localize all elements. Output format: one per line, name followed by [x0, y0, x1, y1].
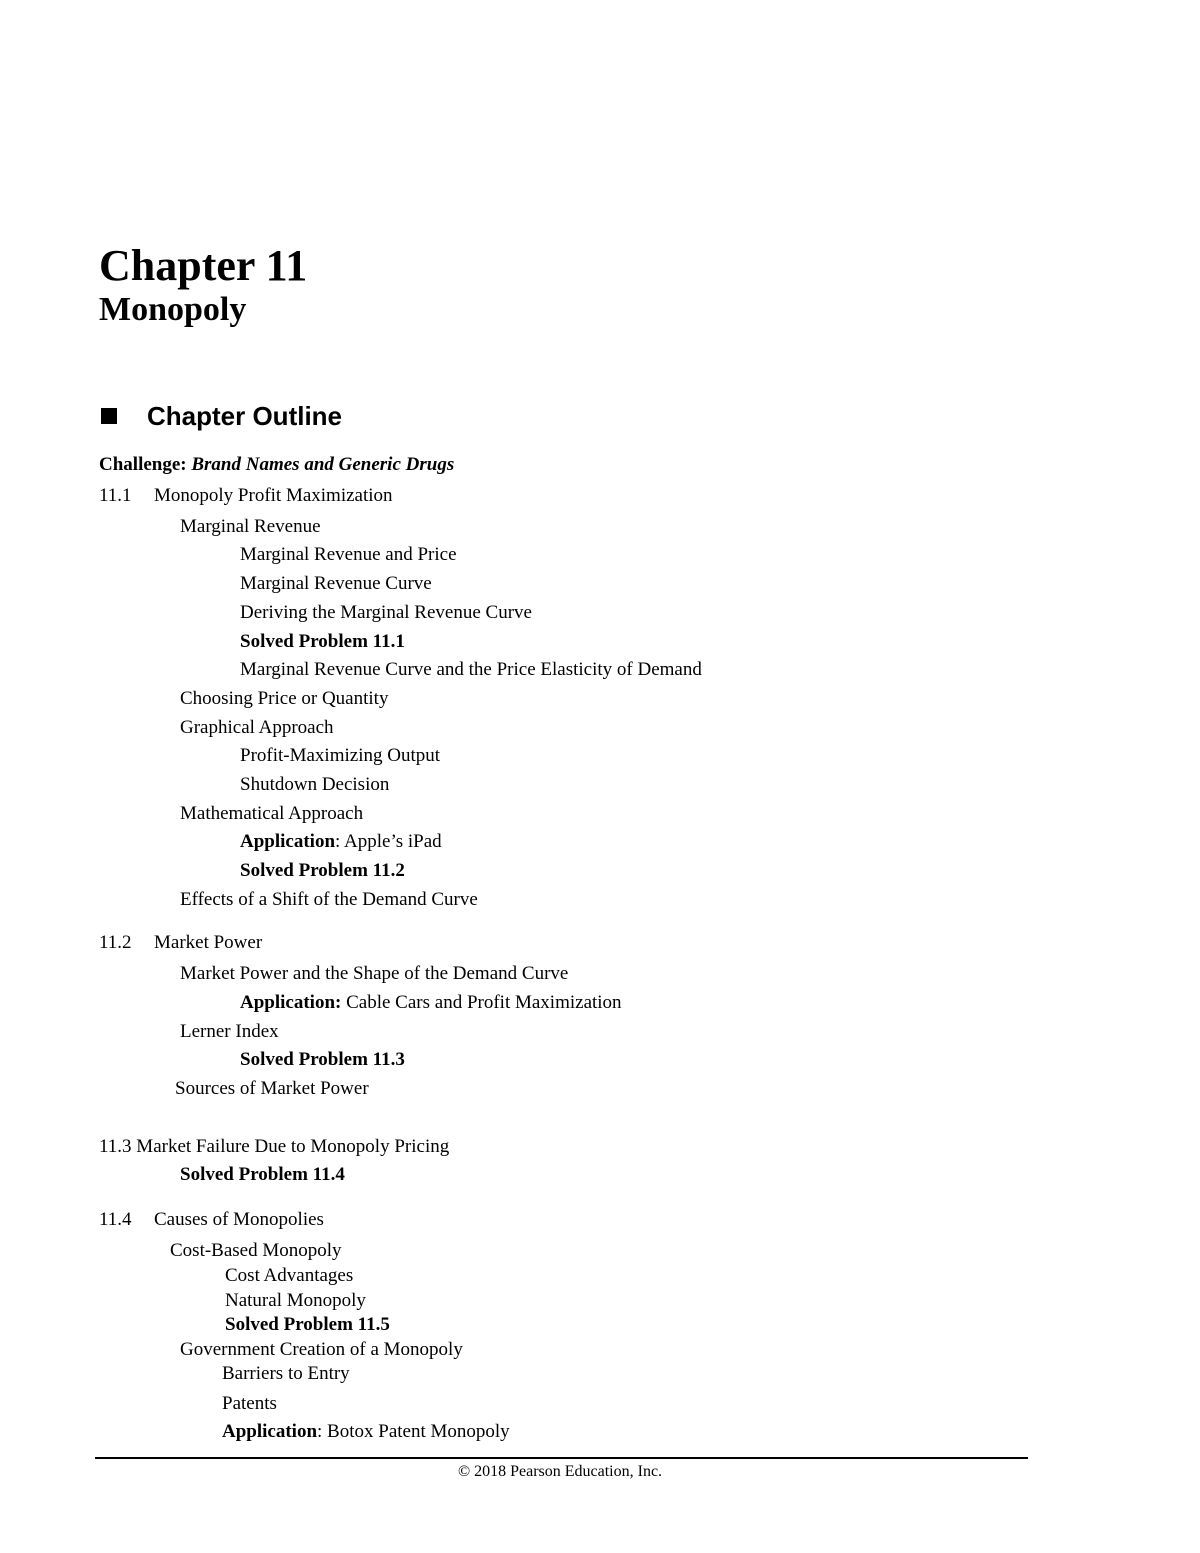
- application-ipad: [240, 830, 442, 854]
- application-text: : Apple’s iPad: [335, 831, 442, 852]
- solved-problem-11-4: Solved Problem 11.4: [180, 1164, 345, 1185]
- footer-copyright: © 2018 Pearson Education, Inc.: [457, 1463, 663, 1480]
- outline-item: Lerner Index: [180, 1021, 279, 1042]
- outline-item: Natural Monopoly: [225, 1290, 366, 1311]
- outline-item: Mathematical Approach: [180, 803, 364, 824]
- application-botox: [222, 1420, 510, 1444]
- outline-item: Cost-Based Monopoly: [170, 1240, 342, 1261]
- outline-item: Profit-Maximizing Output: [240, 745, 441, 766]
- footer-rule: [95, 1457, 1028, 1459]
- outline-item: Effects of a Shift of the Demand Curve: [180, 889, 478, 910]
- challenge-title: Brand Names and Generic Drugs: [191, 454, 455, 475]
- outline-item: Choosing Price or Quantity: [180, 688, 389, 709]
- outline-item: Shutdown Decision: [240, 774, 390, 795]
- outline-item: Deriving the Marginal Revenue Curve: [240, 602, 532, 623]
- square-bullet-icon: [101, 408, 117, 424]
- challenge-line: [99, 453, 454, 477]
- application-text: Cable Cars and Profit Maximization: [341, 992, 622, 1013]
- solved-problem-11-5: Solved Problem 11.5: [225, 1314, 390, 1335]
- application-label: Application:: [240, 992, 342, 1013]
- outline-item: Graphical Approach: [180, 717, 334, 738]
- outline-item: Marginal Revenue Curve and the Price Elasticity of Demand: [240, 659, 702, 680]
- section-11-4-title: Causes of Monopolies: [154, 1209, 324, 1230]
- application-text: : Botox Patent Monopoly: [317, 1421, 510, 1442]
- outline-item: Marginal Revenue: [180, 516, 321, 537]
- outline-item: Patents: [222, 1393, 277, 1414]
- outline-heading-text: Chapter Outline: [147, 401, 343, 431]
- chapter-title: Monopoly: [99, 291, 247, 328]
- chapter-number: Chapter 11: [99, 241, 308, 290]
- outline-item: Cost Advantages: [225, 1265, 354, 1286]
- outline-heading: [101, 400, 342, 432]
- application-cable-cars: [240, 991, 622, 1015]
- section-11-1-title: Monopoly Profit Maximization: [154, 485, 393, 506]
- application-label: Application: [222, 1421, 318, 1442]
- section-11-3-line: 11.3 Market Failure Due to Monopoly Pricing: [99, 1136, 450, 1157]
- solved-problem-11-2: Solved Problem 11.2: [240, 860, 405, 881]
- section-11-4-number: 11.4: [99, 1209, 132, 1230]
- solved-problem-11-1: Solved Problem 11.1: [240, 631, 405, 652]
- outline-item: Sources of Market Power: [175, 1078, 369, 1099]
- outline-item: Government Creation of a Monopoly: [180, 1339, 463, 1360]
- outline-item: Marginal Revenue Curve: [240, 573, 432, 594]
- solved-problem-11-3: Solved Problem 11.3: [240, 1049, 405, 1070]
- section-11-2-title: Market Power: [154, 932, 263, 953]
- outline-item: Marginal Revenue and Price: [240, 544, 457, 565]
- outline-item: Barriers to Entry: [222, 1363, 350, 1384]
- outline-item: Market Power and the Shape of the Demand Curve: [180, 963, 569, 984]
- section-11-2-number: 11.2: [99, 932, 132, 953]
- challenge-label: Challenge:: [99, 454, 187, 475]
- application-label: Application: [240, 831, 336, 852]
- section-11-1-number: 11.1: [99, 485, 132, 506]
